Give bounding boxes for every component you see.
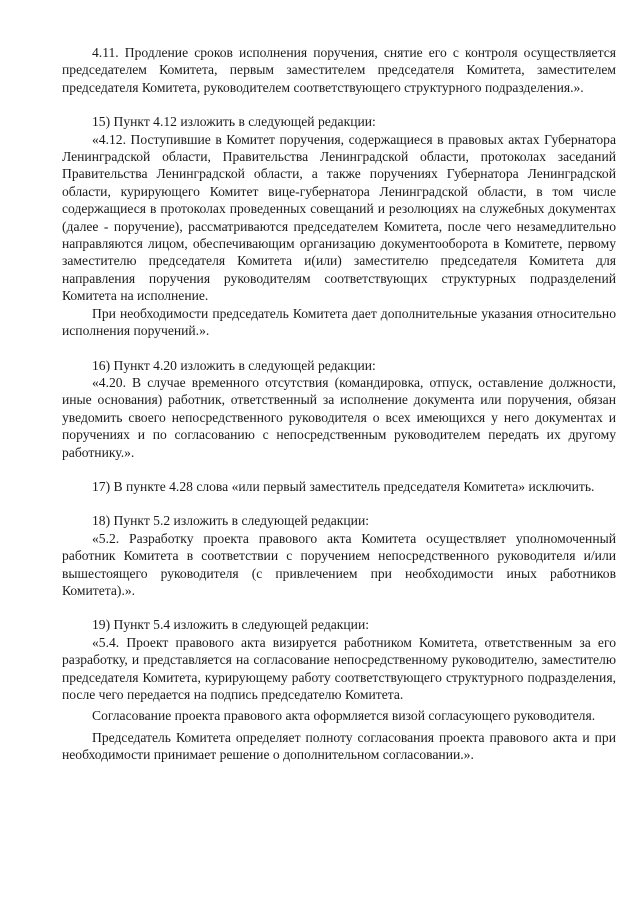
- item-17: 17) В пункте 4.28 слова «или первый заместитель председателя Комитета» исключить.: [92, 478, 595, 494]
- paragraph-5-4-approval: Согласование проекта правового акта оформляется визой согласующего руководителя.: [92, 708, 596, 724]
- paragraph-4-12: «4.12. Поступившие в Комитет поручения, содержащиеся в правовых актах Губернатора Ленинградской области, Правительства Ленинградской области, протоколах заседаний Правительства Ленинградской области, а также поручениях Губернатора Ленинградской области, курирующего Комитет вице-губернатора Ленинградской области, в том числе содержащиеся в протоколах проведенных совещаний и резолюциях на служебных документах (далее - поручение), рассматриваются председателем Комитета, после чего незамедлительно направляются лицом, обеспечивающим организацию документооборота в Комитете, первому заместителю председателя Комитета и(или) заместителю председателя Комитета для направления поручения руководителям соответствующих структурных подразделений Комитета на исполнение.: [62, 131, 616, 304]
- document-page: [62, 44, 616, 764]
- item-18-heading: 18) Пункт 5.2 изложить в следующей редакции:: [92, 513, 369, 529]
- paragraph-4-11: 4.11. Продление сроков исполнения поручения, снятие его с контроля осуществляется председателем Комитета, первым заместителем председателя Комитета, заместителем председателя Комитета, руководителем соответствующего структурного подразделения.».: [62, 45, 616, 95]
- paragraph-4-20: «4.20. В случае временного отсутствия (командировка, отпуск, оставление должности, иные основания) работник, ответственный за исполнение документа или поручения, обязан уведомить своего непосредственного руководителя о всех имеющихся у него документах и поручениях и по согласованию с непосредственным руководителем передать их другому работнику.».: [62, 374, 616, 460]
- paragraph-5-4-completeness: Председатель Комитета определяет полноту согласования проекта правового акта и при необходимости принимает решение о дополнительном согласовании.».: [62, 729, 616, 763]
- paragraph-5-2: «5.2. Разработку проекта правового акта Комитета осуществляет уполномоченный работник Комитета в соответствии с поручением непосредственного руководителя и/или вышестоящего руководителя (с привлечением при необходимости иных работников Комитета).».: [62, 530, 616, 598]
- item-19-heading: 19) Пункт 5.4 изложить в следующей редакции:: [92, 617, 369, 633]
- paragraph-4-12-additional: При необходимости председатель Комитета дает дополнительные указания относительно исполнения поручений.».: [62, 305, 616, 339]
- item-15-heading: 15) Пункт 4.12 изложить в следующей редакции:: [92, 114, 376, 130]
- item-16-heading: 16) Пункт 4.20 изложить в следующей редакции:: [92, 357, 376, 373]
- paragraph-5-4: «5.4. Проект правового акта визируется работником Комитета, ответственным за его разработку, и представляется на согласование непосредственному руководителю, заместителю председателя Комитета, курирующему работу соответствующего структурного подразделения, после чего передается на подпись председателю Комитета.: [62, 634, 616, 702]
